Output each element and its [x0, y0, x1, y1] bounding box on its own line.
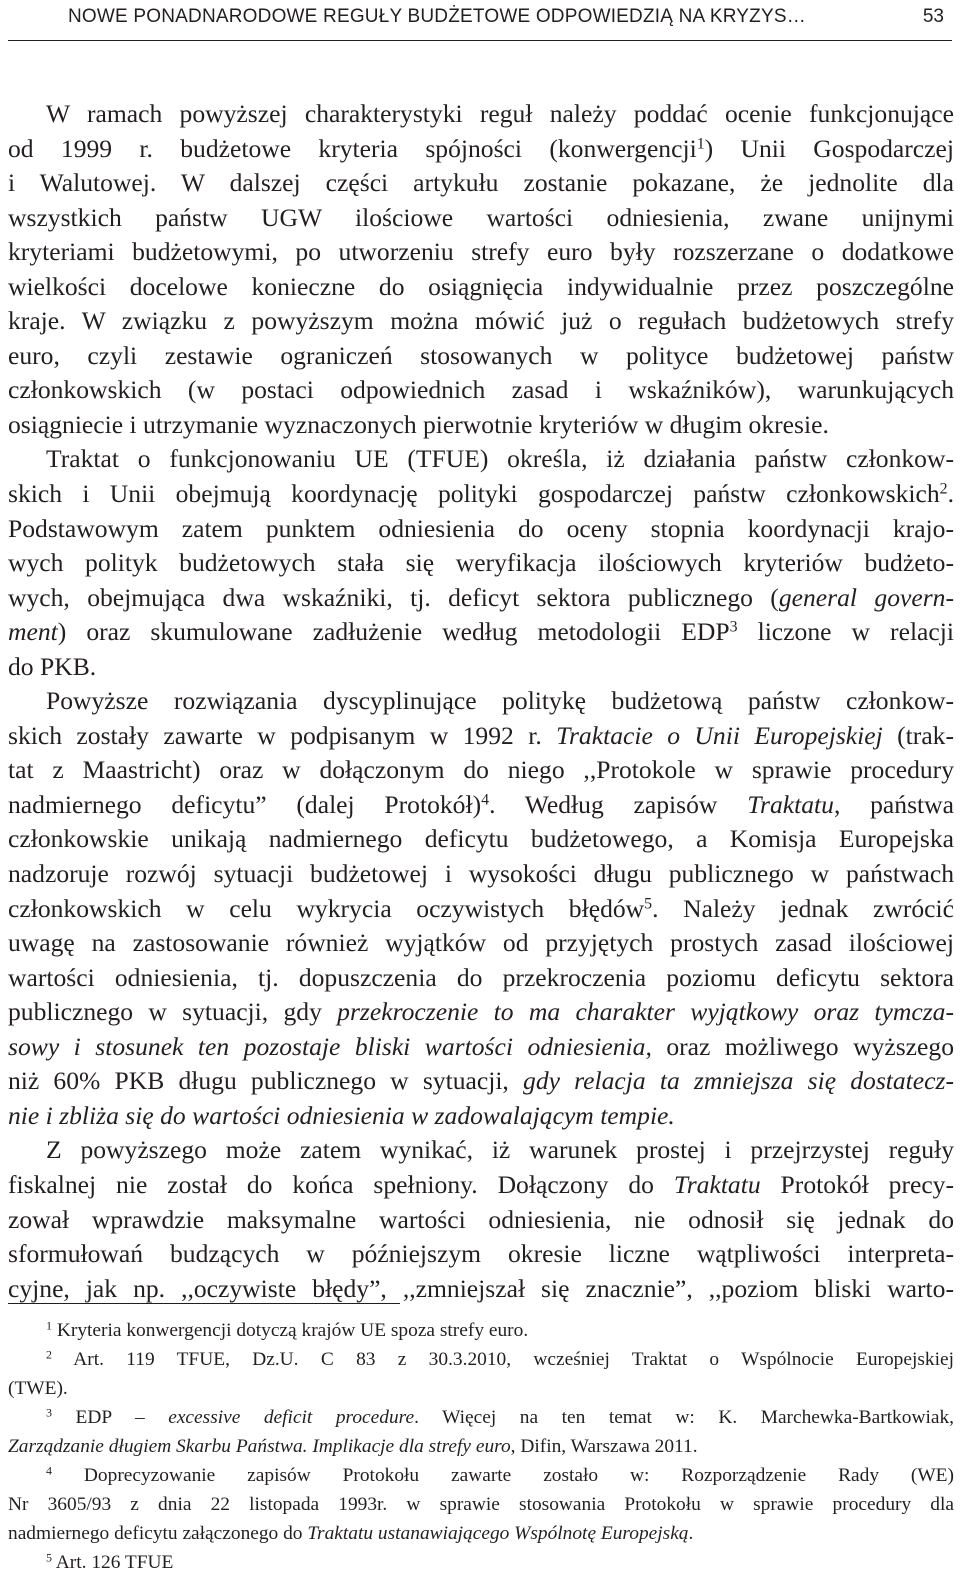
- footnote-ref: 1: [696, 134, 705, 152]
- footnote-continuation: nadmiernego deficytu załączonego do Traktatu ustanawiającego Wspólnotę Europejską.: [8, 1523, 694, 1544]
- footnote: $^1$ Kryteria konwergencji dotyczą krajów UE spoza strefy euro.: [46, 1318, 529, 1341]
- body-line: cyjne, jak np. ,,oczywiste błędy”, ,,zmniejszał się znacznie”, ,,poziom bliski warto-: [8, 1273, 954, 1303]
- body-line: wych polityk budżetowych stała się weryfikacja ilościowych kryteriów budżeto-: [8, 548, 954, 578]
- body-line: niż 60% PKB długu publicznego w sytuacji, gdy relacja ta zmniejsza się dostatecz-: [8, 1066, 954, 1096]
- running-header: [8, 0, 952, 41]
- body-line: W ramach powyższej charakterystyki reguł należy poddać ocenie funkcjonujące: [46, 99, 954, 128]
- body-line: ment) oraz skumulowane zadłużenie według metodologii EDP$^3$ liczone w relacji: [8, 617, 954, 647]
- body-line: nadmiernego deficytu” (dalej Protokół)$^4$. Według zapisów Traktatu, państwa: [8, 789, 955, 819]
- running-title: NOWE PONADNARODOWE REGUŁY BUDŻETOWE ODPOWIEDZIĄ NA KRYZYS…: [68, 6, 806, 27]
- body-line: skich i Unii obejmują koordynację polityki gospodarczej państw członkowskich$^2$.: [8, 479, 954, 509]
- article-body: [8, 97, 954, 1306]
- body-line: publicznego w sytuacji, gdy przekroczenie to ma charakter wyjątkowy oraz tymcza-: [8, 997, 954, 1027]
- footnote-ref: 3: [729, 618, 738, 636]
- body-line: członkowskich w celu wykrycia oczywistych błędów$^5$. Należy jednak zwrócić: [8, 893, 954, 923]
- body-line: Podstawowym zatem punktem odniesienia do oceny stopnia koordynacji krajo-: [8, 513, 954, 543]
- body-line: członkowskie unikają nadmiernego deficytu budżetowego, a Komisja Europejska: [8, 824, 954, 854]
- footnote-continuation: Nr 3605/93 z dnia 22 listopada 1993r. w sprawie stosowania Protokołu w sprawie procedury dla: [8, 1494, 954, 1515]
- footnotes: [8, 1316, 954, 1577]
- body-line: nie i zbliża się do wartości odniesienia w zadowalającym tempie.: [8, 1100, 675, 1130]
- footnote-continuation: (TWE).: [8, 1378, 68, 1399]
- body-line: sowy i stosunek ten pozostaje bliski wartości odniesienia, oraz możliwego wyższego: [8, 1031, 954, 1061]
- page-number: 53: [922, 6, 944, 27]
- footnote-ref: 4: [481, 791, 490, 809]
- body-line: kryteriami budżetowymi, po utworzeniu strefy euro były rozszerzane o dodatkowe: [8, 237, 954, 267]
- body-line: zował wprawdzie maksymalne wartości odniesienia, nie odnosił się jednak do: [8, 1204, 954, 1234]
- body-line: tat z Maastricht) oraz w dołączonym do niego ,,Protokole w sprawie procedury: [8, 755, 954, 785]
- body-line: kraje. W związku z powyższym można mówić już o regułach budżetowych strefy: [8, 306, 954, 336]
- footnote-separator: [8, 1303, 400, 1304]
- body-line: wartości odniesienia, tj. dopuszczenia do przekroczenia poziomu deficytu sektora: [8, 962, 954, 992]
- body-line: Powyższe rozwiązania dyscyplinujące politykę budżetową państw członkow-: [46, 686, 954, 716]
- body-line: nadzoruje rozwój sytuacji budżetowej i wysokości długu publicznego w państwach: [8, 859, 954, 889]
- footnote-ref: 5: [644, 894, 653, 912]
- body-line: do PKB.: [8, 651, 97, 681]
- footnote: $^2$ Art. 119 TFUE, Dz.U. C 83 z 30.3.2010, wcześniej Traktat o Wspólnocie Europejskiej: [46, 1347, 954, 1370]
- body-line: wych, obejmująca dwa wskaźniki, tj. deficyt sektora publicznego (general govern-: [8, 582, 954, 612]
- body-line: członkowskich (w postaci odpowiednich zasad i wskaźników), warunkujących: [8, 375, 954, 405]
- body-line: euro, czyli zestawie ograniczeń stosowanych w polityce budżetowej państw: [8, 340, 954, 370]
- body-line: od 1999 r. budżetowe kryteria spójności (konwergencji$^1$) Unii Gospodarczej: [8, 133, 954, 163]
- body-line: wielkości docelowe konieczne do osiągnięcia indywidualnie przez poszczególne: [8, 271, 954, 301]
- footnote-ref: 2: [939, 480, 948, 498]
- body-line: uwagę na zastosowanie również wyjątków od przyjętych prostych zasad ilościowej: [8, 928, 954, 958]
- body-line: fiskalnej nie został do końca spełniony. Dołączony do Traktatu Protokół precy-: [8, 1169, 955, 1199]
- footnote: $^5$ Art. 126 TFUE: [46, 1550, 174, 1573]
- body-line: Z powyższego może zatem wynikać, iż warunek prostej i przejrzystej reguły: [46, 1135, 954, 1165]
- body-line: i Walutowej. W dalszej części artykułu zostanie pokazane, że jednolite dla: [8, 168, 954, 198]
- body-line: skich zostały zawarte w podpisanym w 1992 r. Traktacie o Unii Europejskiej (trak-: [8, 720, 954, 750]
- footnote: $^4$ Doprecyzowanie zapisów Protokołu zawarte zostało w: Rozporządzenie Rady (WE): [46, 1463, 954, 1486]
- body-line: Traktat o funkcjonowaniu UE (TFUE) określa, iż działania państw członkow-: [46, 444, 954, 474]
- body-line: osiągniecie i utrzymanie wyznaczonych pierwotnie kryteriów w długim okresie.: [8, 409, 829, 439]
- body-line: sformułowań budzących w późniejszym okresie liczne wątpliwości interpreta-: [8, 1239, 954, 1269]
- body-line: wszystkich państw UGW ilościowe wartości odniesienia, zwane unijnymi: [8, 202, 954, 232]
- footnote: $^3$ EDP – excessive deficit procedure. Więcej na ten temat w: K. Marchewka-Bartkowiak,: [46, 1405, 954, 1428]
- footnote-continuation: Zarządzanie długiem Skarbu Państwa. Implikacje dla strefy euro, Difin, Warszawa 2011.: [8, 1436, 698, 1457]
